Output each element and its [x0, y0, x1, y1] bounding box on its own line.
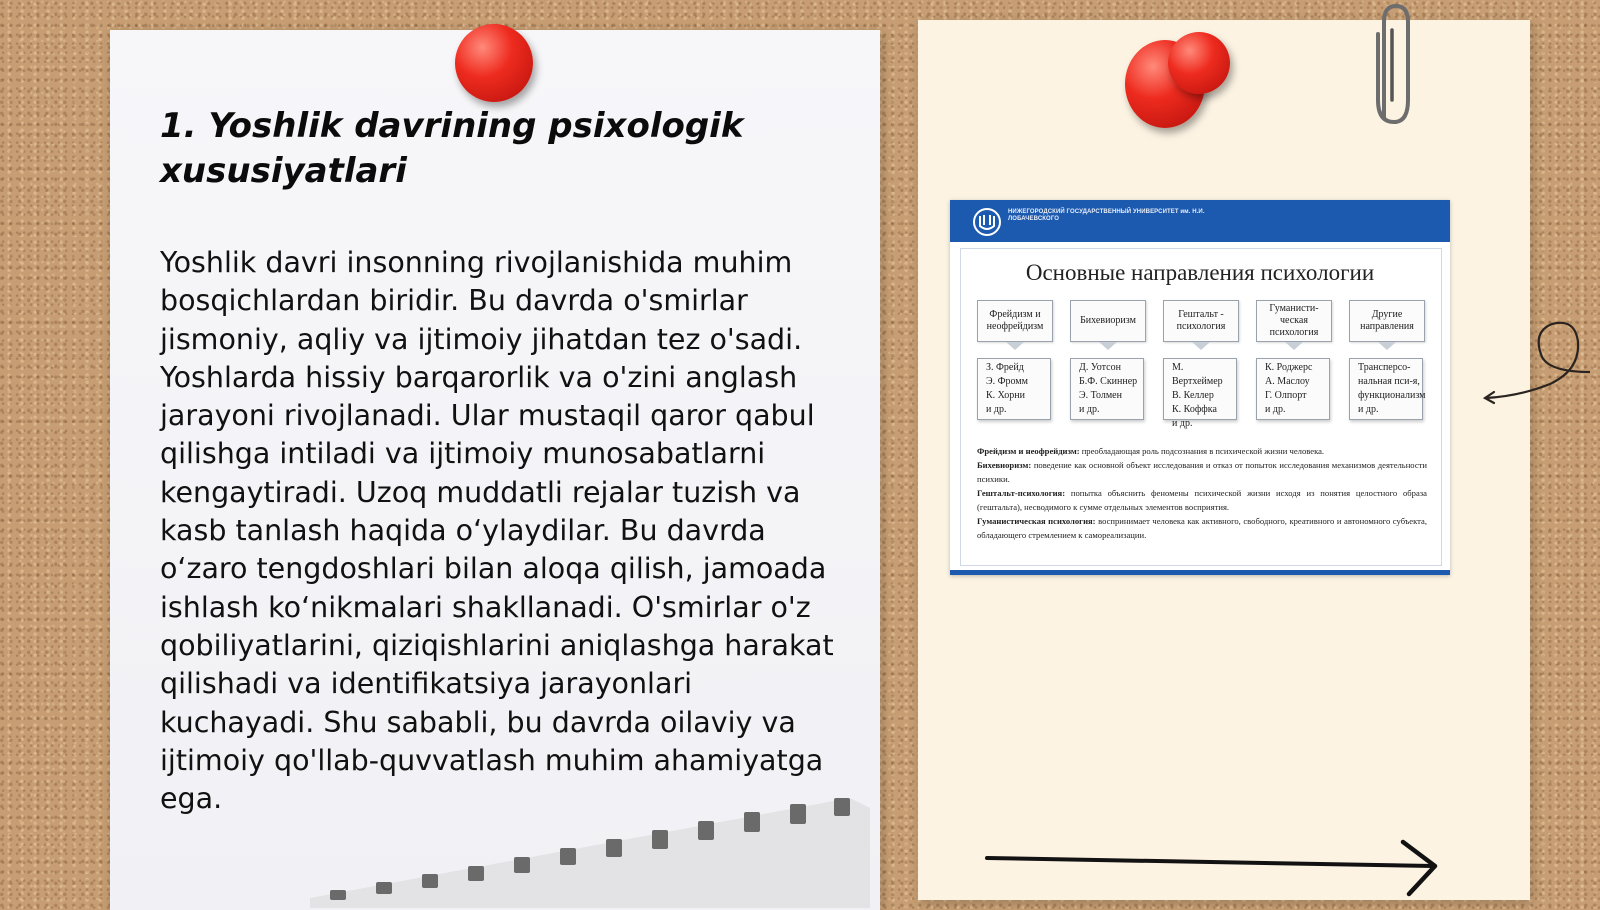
names-box: Трансперсо- нальная пси-я, функционализм и др. — [1349, 358, 1423, 420]
down-arrow-icon — [1099, 342, 1117, 350]
category-box: Фрейдизм и неофрейдизм — [977, 300, 1053, 342]
down-arrow-icon — [1378, 342, 1396, 350]
slide-body-text: Yoshlik davri insonning rivojlanishida muhim bosqichlardan biridir. Bu davrda o'smirlar jismoniy, aqliy va ijtimoiy jihatdan tez o'sadi. Yoshlarda hissiy barqarorlik va o'zini anglash jarayoni rivojlanadi. Ular mustaqil qaror qabul qilishga intiladi va ijtimoiy munosabatlarni kengaytiradi. Uzoq muddatli rejalar tuzish va kasb tanlash haqida o‘ylaydilar. Bu davrda o‘zaro tengdoshlari bilan aloqa qilish, jamoada ishlash ko‘nikmalari shakllanadi. O'smirlar o'z qobiliyatlarini, qiziqishlarini aniqlashga harakat qilishadi va identifikatsiya jarayonlari kuchayadi. Shu sababli, bu davrda oilaviy va ijtimoiy qo'llab-quvvatlash muhim ahamiyatga ega. — [160, 246, 834, 816]
slide-title: 1. Yoshlik davrining psixologik xususiyatlari — [160, 106, 744, 191]
names-box: Д. Уотсон Б.Ф. Скиннер Э. Толмен и др. — [1070, 358, 1144, 420]
names-box: К. Роджерс А. Маслоу Г. Олпорт и др. — [1256, 358, 1330, 420]
description-term: Гуманистическая психология: — [977, 516, 1096, 526]
figure-footer-bar — [950, 570, 1450, 575]
push-pin-icon — [455, 24, 533, 102]
description-text: поведение как основной объект исследования и отказ от попыток исследования механизмов деятельности психики. — [977, 460, 1427, 484]
description-text: преобладающая роль подсознания в психической жизни человека. — [1079, 446, 1325, 456]
category-box: Другие направления — [1349, 300, 1425, 342]
down-arrow-icon — [1006, 342, 1024, 350]
description-term: Гештальт-психология: — [977, 488, 1066, 498]
paper-clip-icon — [1370, 0, 1414, 130]
down-arrow-icon — [1285, 342, 1303, 350]
category-box: Гуманисти- ческая психология — [1256, 300, 1332, 342]
description-text: воспринимает человека как активного, свободного, креативного и автономного субъекта, обладающего стремлением к самореализации. — [977, 516, 1427, 540]
figure-title: Основные направления психологии — [1025, 260, 1375, 285]
psychology-directions-image — [950, 200, 1450, 575]
names-box: М. Вертхеймер В. Келлер К. Коффка и др. — [1163, 358, 1237, 420]
arrow-right-icon — [985, 838, 1445, 898]
description-text: попытка объяснить феномены психической жизни исходя из понятия целостного образа (гештальта), несводимого к сумме отдельных элементов восприятия. — [977, 488, 1427, 512]
university-logo-icon — [972, 207, 1002, 237]
down-arrow-icon — [1192, 342, 1210, 350]
category-box: Гештальт - психология — [1163, 300, 1239, 342]
curly-arrow-icon — [1480, 312, 1590, 407]
names-box: З. Фрейд Э. Фромм К. Хорни и др. — [977, 358, 1051, 420]
description-term: Фрейдизм и неофрейдизм: — [977, 446, 1080, 456]
figure-header-bar — [950, 200, 1450, 242]
category-box: Бихевиоризм — [1070, 300, 1146, 342]
description-term: Бихевиоризм: — [977, 460, 1032, 470]
figure-descriptions — [977, 444, 1427, 542]
push-pin-icon — [1168, 32, 1230, 94]
figure-university-name: НИЖЕГОРОДСКИЙ ГОСУДАРСТВЕННЫЙ УНИВЕРСИТЕТ им. Н.И. ЛОБАЧЕВСКОГО — [1008, 209, 1205, 222]
